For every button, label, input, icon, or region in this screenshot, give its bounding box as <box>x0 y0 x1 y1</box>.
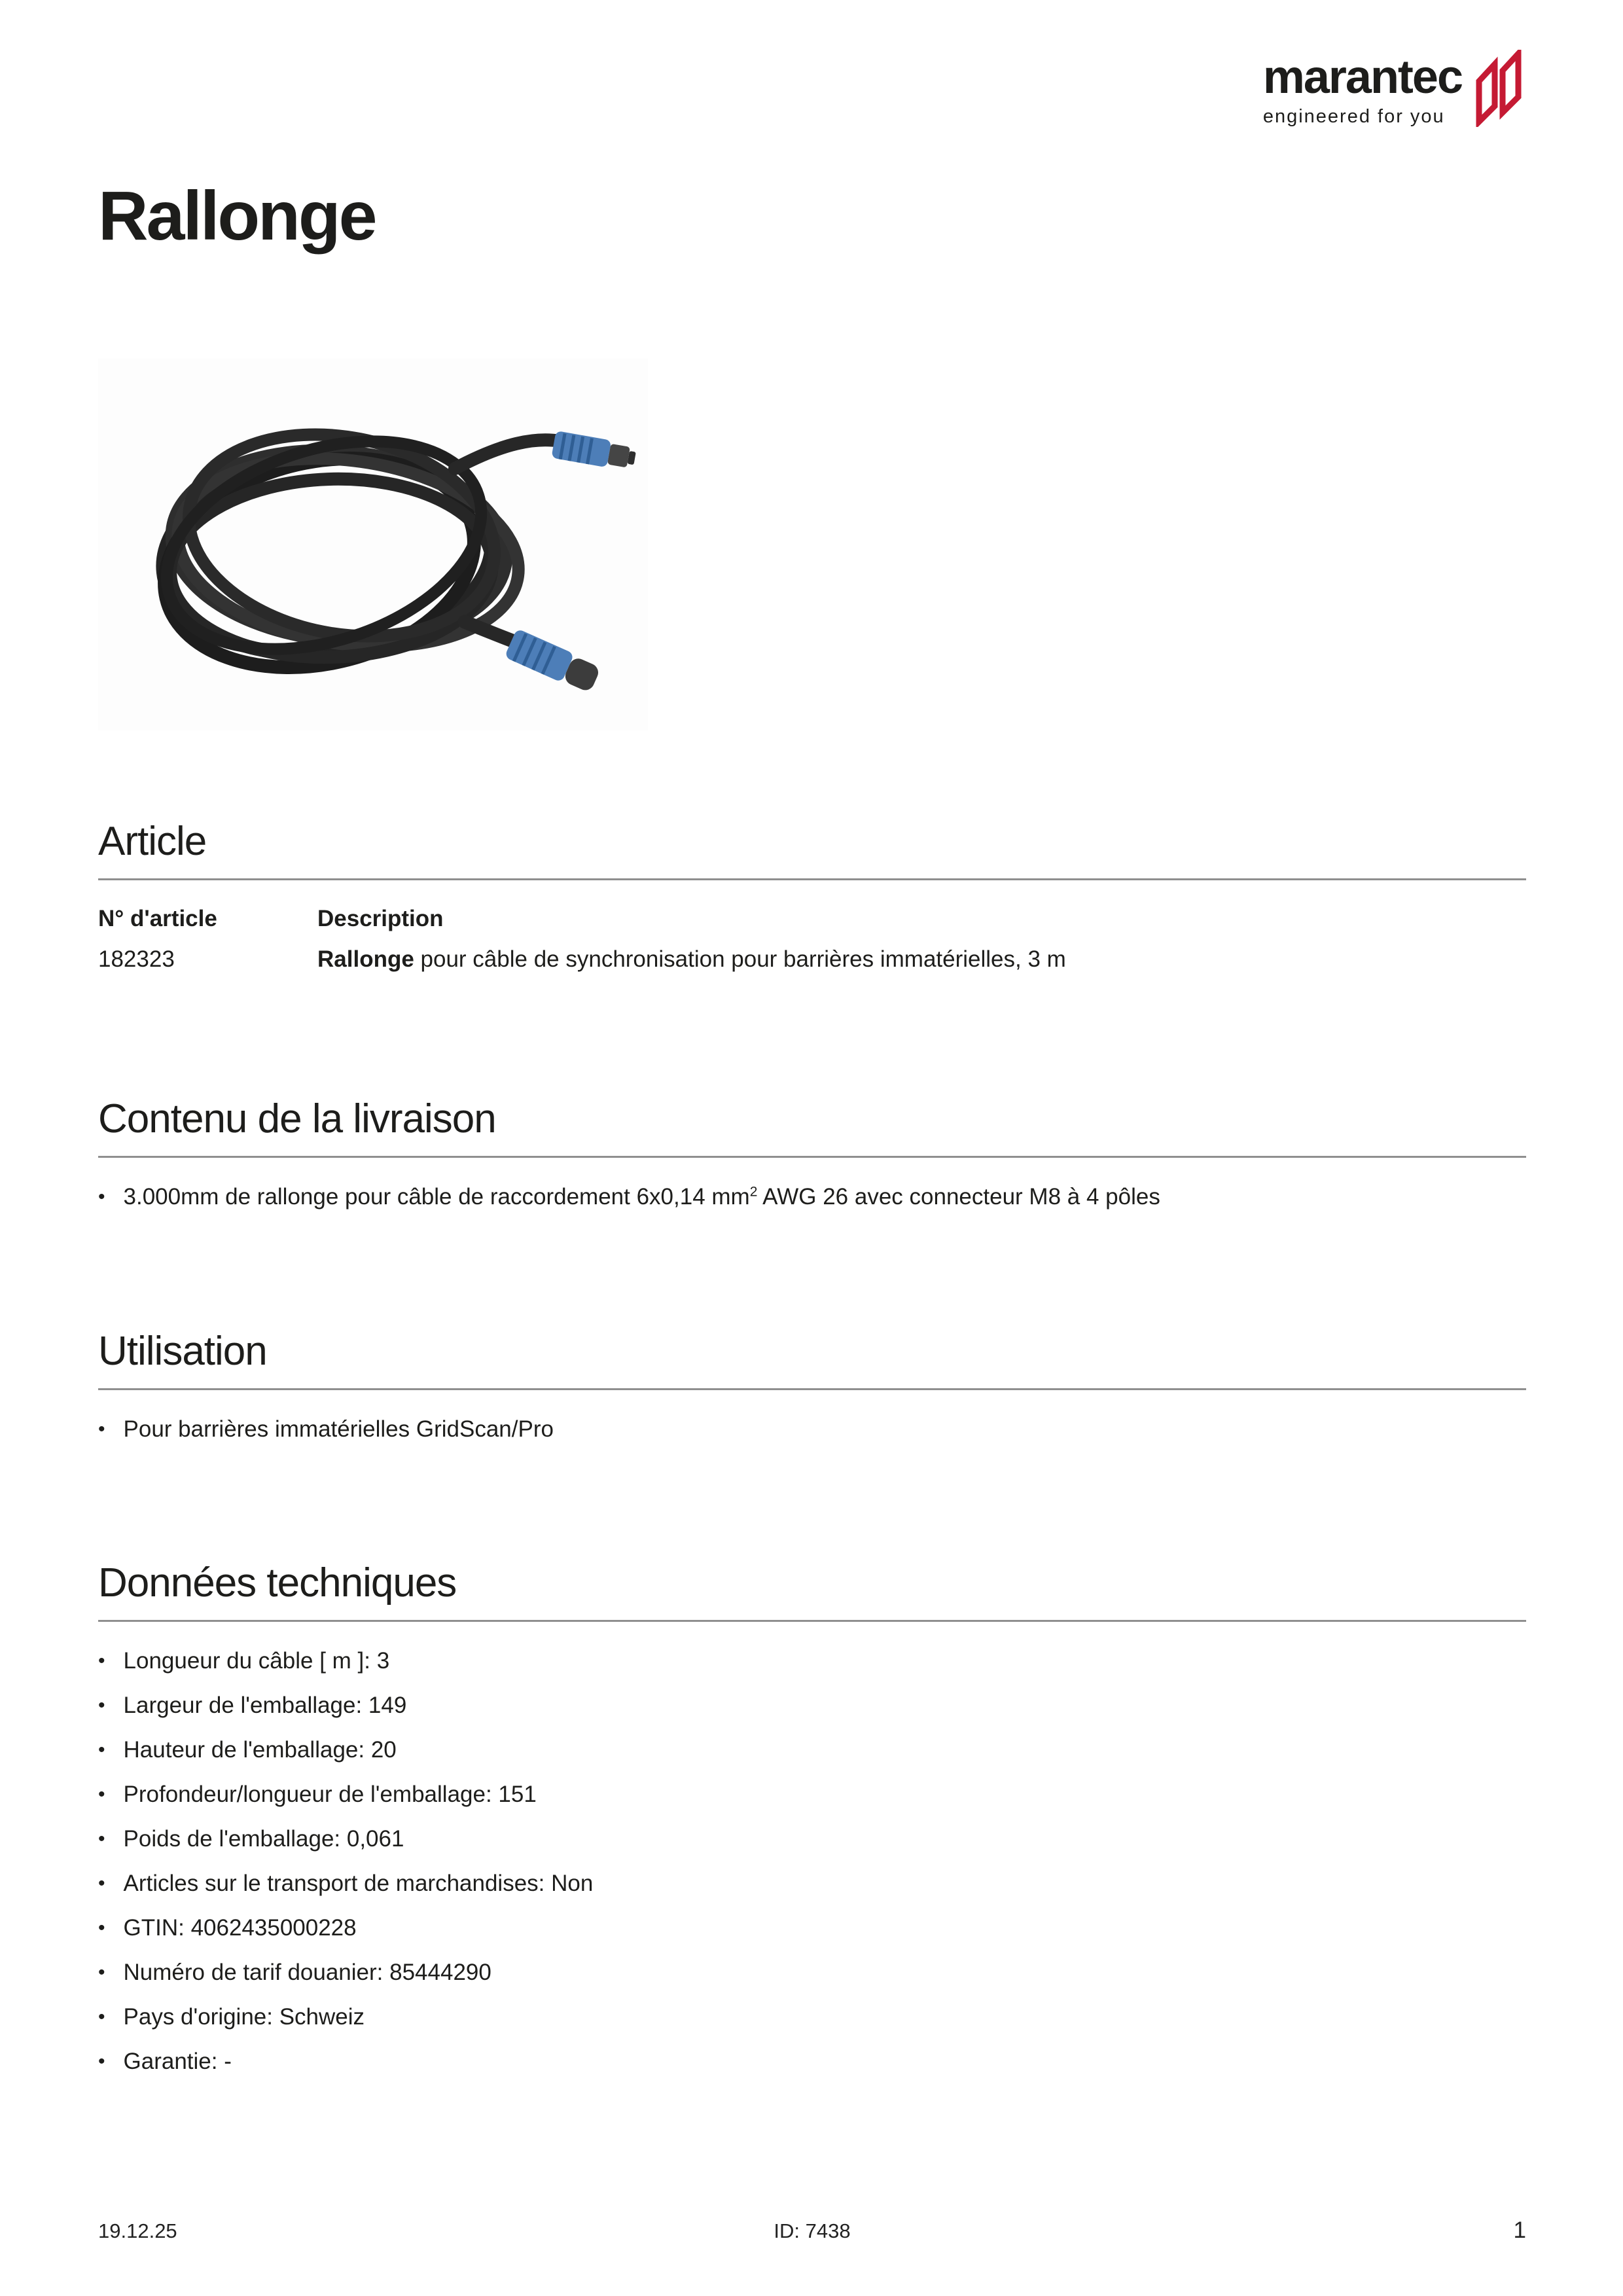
article-table-header <box>98 904 1526 934</box>
article-table <box>98 904 1526 975</box>
bullet-icon: • <box>98 1828 105 1850</box>
usage-list <box>98 1418 1526 1441</box>
bullet-icon: • <box>98 1917 105 1939</box>
list-item <box>98 1185 1526 1209</box>
list-item <box>98 1418 1526 1441</box>
brand-tagline: engineered for you <box>1262 106 1445 127</box>
footer-page-number: 1 <box>1513 2217 1526 2243</box>
section-divider <box>98 1156 1526 1158</box>
delivery-item-text-rest: AWG 26 avec connecteur M8 à 4 pôles <box>757 1184 1160 1210</box>
bullet-icon: • <box>98 1873 105 1895</box>
section-divider <box>98 1388 1526 1390</box>
section-technical-data <box>98 1561 1526 2073</box>
article-name: Rallonge <box>317 946 414 973</box>
page-title: Rallonge <box>98 177 376 255</box>
section-heading-article: Article <box>98 819 207 864</box>
list-item <box>98 1783 1526 1806</box>
page-footer <box>98 2217 1526 2244</box>
cable-photo-illustration <box>98 359 648 730</box>
brand-logo <box>1262 51 1525 128</box>
list-item <box>98 1694 1526 1717</box>
tech-item-text: Garantie: - <box>123 2049 232 2075</box>
tech-item-text: Profondeur/longueur de l'emballage: 151 <box>123 1782 537 1808</box>
bullet-icon: • <box>98 1695 105 1717</box>
section-heading-usage: Utilisation <box>98 1329 267 1374</box>
brand-wordmark: marantec <box>1262 51 1462 103</box>
tech-item-text: Largeur de l'emballage: 149 <box>123 1693 407 1719</box>
tech-item-text: Pays d'origine: Schweiz <box>123 2004 365 2030</box>
list-item <box>98 1827 1526 1851</box>
section-article <box>98 819 1526 975</box>
bullet-icon: • <box>98 1418 105 1441</box>
bullet-icon: • <box>98 1784 105 1806</box>
list-item <box>98 1872 1526 1895</box>
delivery-item-text <box>124 1185 1160 1209</box>
article-number-cell: 182323 <box>98 946 175 973</box>
tech-item-text: Hauteur de l'emballage: 20 <box>123 1737 397 1763</box>
list-item <box>98 2005 1526 2029</box>
table-row <box>98 944 1526 975</box>
article-description-cell <box>317 944 1066 975</box>
column-header-article-number: N° d'article <box>98 906 217 932</box>
tech-item-text: Longueur du câble [ m ]: 3 <box>123 1648 390 1674</box>
article-description-rest: pour câble de synchronisation pour barrières immatérielles, 3 m <box>414 946 1066 973</box>
bullet-icon: • <box>98 1962 105 1984</box>
column-header-description: Description <box>317 906 444 932</box>
tech-item-text: Poids de l'emballage: 0,061 <box>123 1826 404 1852</box>
bullet-icon: • <box>98 1650 105 1672</box>
section-usage <box>98 1329 1526 1441</box>
list-item <box>98 1916 1526 1940</box>
tech-item-text: GTIN: 4062435000228 <box>123 1915 357 1941</box>
marantec-logo-icon <box>1474 50 1525 127</box>
list-item <box>98 2050 1526 2073</box>
tech-item-text: Articles sur le transport de marchandises: Non <box>123 1871 594 1897</box>
section-heading-technical-data: Données techniques <box>98 1560 457 1605</box>
technical-data-list <box>98 1649 1526 2073</box>
section-delivery-contents <box>98 1097 1526 1209</box>
bullet-icon: • <box>98 1739 105 1761</box>
list-item <box>98 1649 1526 1673</box>
usage-item-text: Pour barrières immatérielles GridScan/Pro <box>123 1416 554 1443</box>
bullet-icon: • <box>98 2006 105 2028</box>
bullet-icon: • <box>98 1186 105 1208</box>
footer-date: 19.12.25 <box>98 2219 177 2242</box>
section-divider <box>98 1620 1526 1622</box>
delivery-item-text-main: 3.000mm de rallonge pour câble de raccordement 6x0,14 mm <box>123 1184 750 1210</box>
section-heading-delivery: Contenu de la livraison <box>98 1096 496 1141</box>
list-item <box>98 1961 1526 1984</box>
brand-wordmark-block <box>1262 51 1462 128</box>
footer-doc-id: ID: 7438 <box>774 2219 851 2242</box>
tech-item-text: Numéro de tarif douanier: 85444290 <box>123 1960 491 1986</box>
product-photo <box>98 359 648 730</box>
bullet-icon: • <box>98 2051 105 2073</box>
delivery-list <box>98 1185 1526 1209</box>
section-divider <box>98 878 1526 880</box>
list-item <box>98 1738 1526 1762</box>
delivery-item-superscript: 2 <box>749 1184 758 1200</box>
